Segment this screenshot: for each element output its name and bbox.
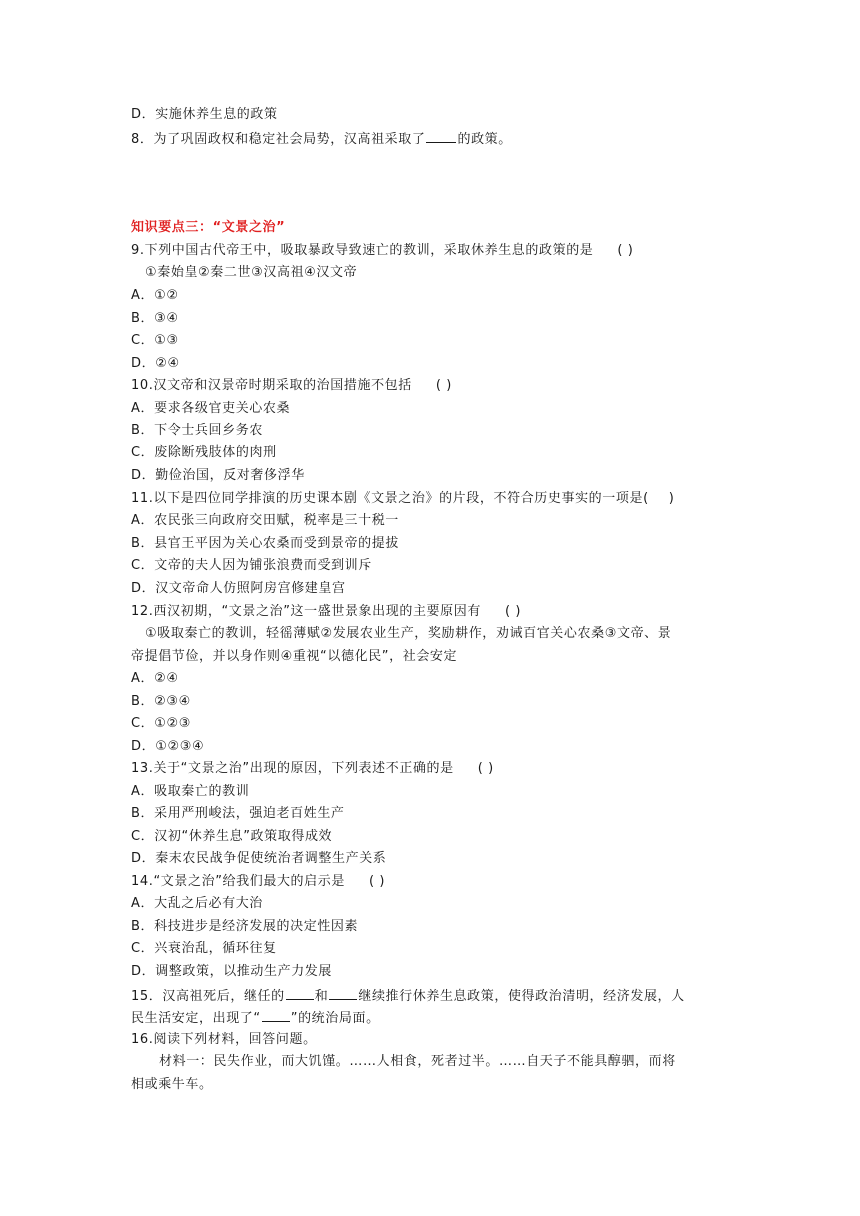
- q15-text-e: ”的统治局面。: [290, 1011, 380, 1026]
- q13-option-b: B．采用严刑峻法，强迫老百姓生产: [131, 806, 345, 821]
- q12-option-c: C．①②③: [131, 716, 192, 731]
- q15-text-d: 民生活安定，出现了“: [131, 1011, 261, 1026]
- q9-option-a: A．①②: [131, 288, 179, 303]
- fill-blank: [286, 986, 314, 1000]
- q16-material-line1: 材料一：民失作业，而大饥馑。……人相食，死者过半。……自天子不能具醇驷，而将: [159, 1054, 676, 1069]
- q10-option-c: C．废除断残肢体的肉刑: [131, 445, 277, 460]
- q15-stem-line1: [131, 986, 685, 1004]
- q9-choices: ①秦始皇②秦二世③汉高祖④汉文帝: [145, 265, 358, 280]
- answer-bracket: ( ): [504, 604, 522, 619]
- q12-option-d: D．①②③④: [131, 739, 205, 754]
- q11-option-d: D．汉文帝命人仿照阿房宫修建皇宫: [131, 581, 346, 596]
- q14-option-d: D．调整政策，以推动生产力发展: [131, 964, 333, 979]
- q13-option-d: D．秦末农民战争促使统治者调整生产关系: [131, 851, 387, 866]
- q14-stem: [131, 873, 385, 891]
- q8-stem: [131, 129, 512, 147]
- q12-stem: [131, 603, 521, 621]
- q8-text: 8．为了巩固政权和稳定社会局势，汉高祖采取了: [131, 132, 426, 147]
- q16-stem: 16.阅读下列材料，回答问题。: [131, 1032, 317, 1047]
- q11-option-a: A．农民张三向政府交田赋，税率是三十税一: [131, 513, 399, 528]
- answer-bracket: ( ): [477, 761, 494, 776]
- q10-option-b: B．下令士兵回乡务农: [131, 423, 263, 438]
- q14-option-a: A．大乱之后必有大治: [131, 896, 263, 911]
- q11-option-c: C．文帝的夫人因为铺张浪费而受到训斥: [131, 558, 372, 573]
- answer-bracket: ( ): [368, 874, 386, 889]
- q10-option-a: A．要求各级官吏关心农桑: [131, 401, 291, 416]
- q9-option-c: C．①③: [131, 333, 179, 348]
- fill-blank: [329, 986, 357, 1000]
- q9-text: 9.下列中国古代帝王中，吸取暴政导致速亡的教训，采取休养生息的政策的是: [131, 243, 594, 258]
- q12-option-b: B．②③④: [131, 694, 191, 709]
- q16-material-line2: 相或乘牛车。: [131, 1077, 213, 1092]
- q10-text: 10.汉文帝和汉景帝时期采取的治国措施不包括: [131, 378, 412, 393]
- q12-choices-line1: ①吸取秦亡的教训，轻徭薄赋②发展农业生产，奖励耕作，劝诫百官关心农桑③文帝、景: [145, 626, 672, 641]
- q11-option-b: B．县官王平因为关心农桑而受到景帝的提拔: [131, 536, 399, 551]
- answer-bracket-close: ): [668, 491, 675, 506]
- q15-text-c: 继续推行休养生息政策，使得政治清明，经济发展，人: [358, 989, 685, 1004]
- q11-stem: [131, 490, 674, 508]
- q13-stem: [131, 760, 494, 778]
- q14-option-c: C．兴衰治乱，循环往复: [131, 941, 277, 956]
- q13-option-c: C．汉初“休养生息”政策取得成效: [131, 829, 333, 844]
- q9-option-d: D．②④: [131, 356, 180, 371]
- q15-text-a: 15．汉高祖死后，继任的: [131, 989, 285, 1004]
- q9-option-b: B．③④: [131, 311, 179, 326]
- q7-option-d: D．实施休养生息的政策: [131, 107, 278, 122]
- fill-blank: [426, 129, 456, 143]
- q12-option-a: A．②④: [131, 671, 179, 686]
- q9-stem: [131, 242, 633, 260]
- q12-text: 12.西汉初期，“文景之治”这一盛世景象出现的主要原因有: [131, 604, 481, 619]
- fill-blank: [262, 1008, 290, 1022]
- q10-stem: [131, 377, 452, 395]
- q11-text: 11.以下是四位同学排演的历史课本剧《文景之治》的片段，不符合历史事实的一项是(: [131, 491, 649, 506]
- q8-text-end: 的政策。: [457, 132, 512, 147]
- q10-option-d: D．勤俭治国，反对奢侈浮华: [131, 468, 305, 483]
- answer-bracket: ( ): [617, 243, 634, 258]
- q14-option-b: B．科技进步是经济发展的决定性因素: [131, 919, 359, 934]
- answer-bracket: ( ): [435, 378, 452, 393]
- q13-option-a: A．吸取秦亡的教训: [131, 784, 250, 799]
- q14-text: 14.“文景之治”给我们最大的启示是: [131, 874, 345, 889]
- q15-text-b: 和: [314, 989, 329, 1004]
- q13-text: 13.关于“文景之治”出现的原因，下列表述不正确的是: [131, 761, 454, 776]
- q12-choices-line2: 帝提倡节俭，并以身作则④重视“以德化民”，社会安定: [131, 649, 458, 664]
- q15-stem-line2: [131, 1008, 380, 1026]
- section-heading: 知识要点三：“文景之治”: [131, 220, 286, 235]
